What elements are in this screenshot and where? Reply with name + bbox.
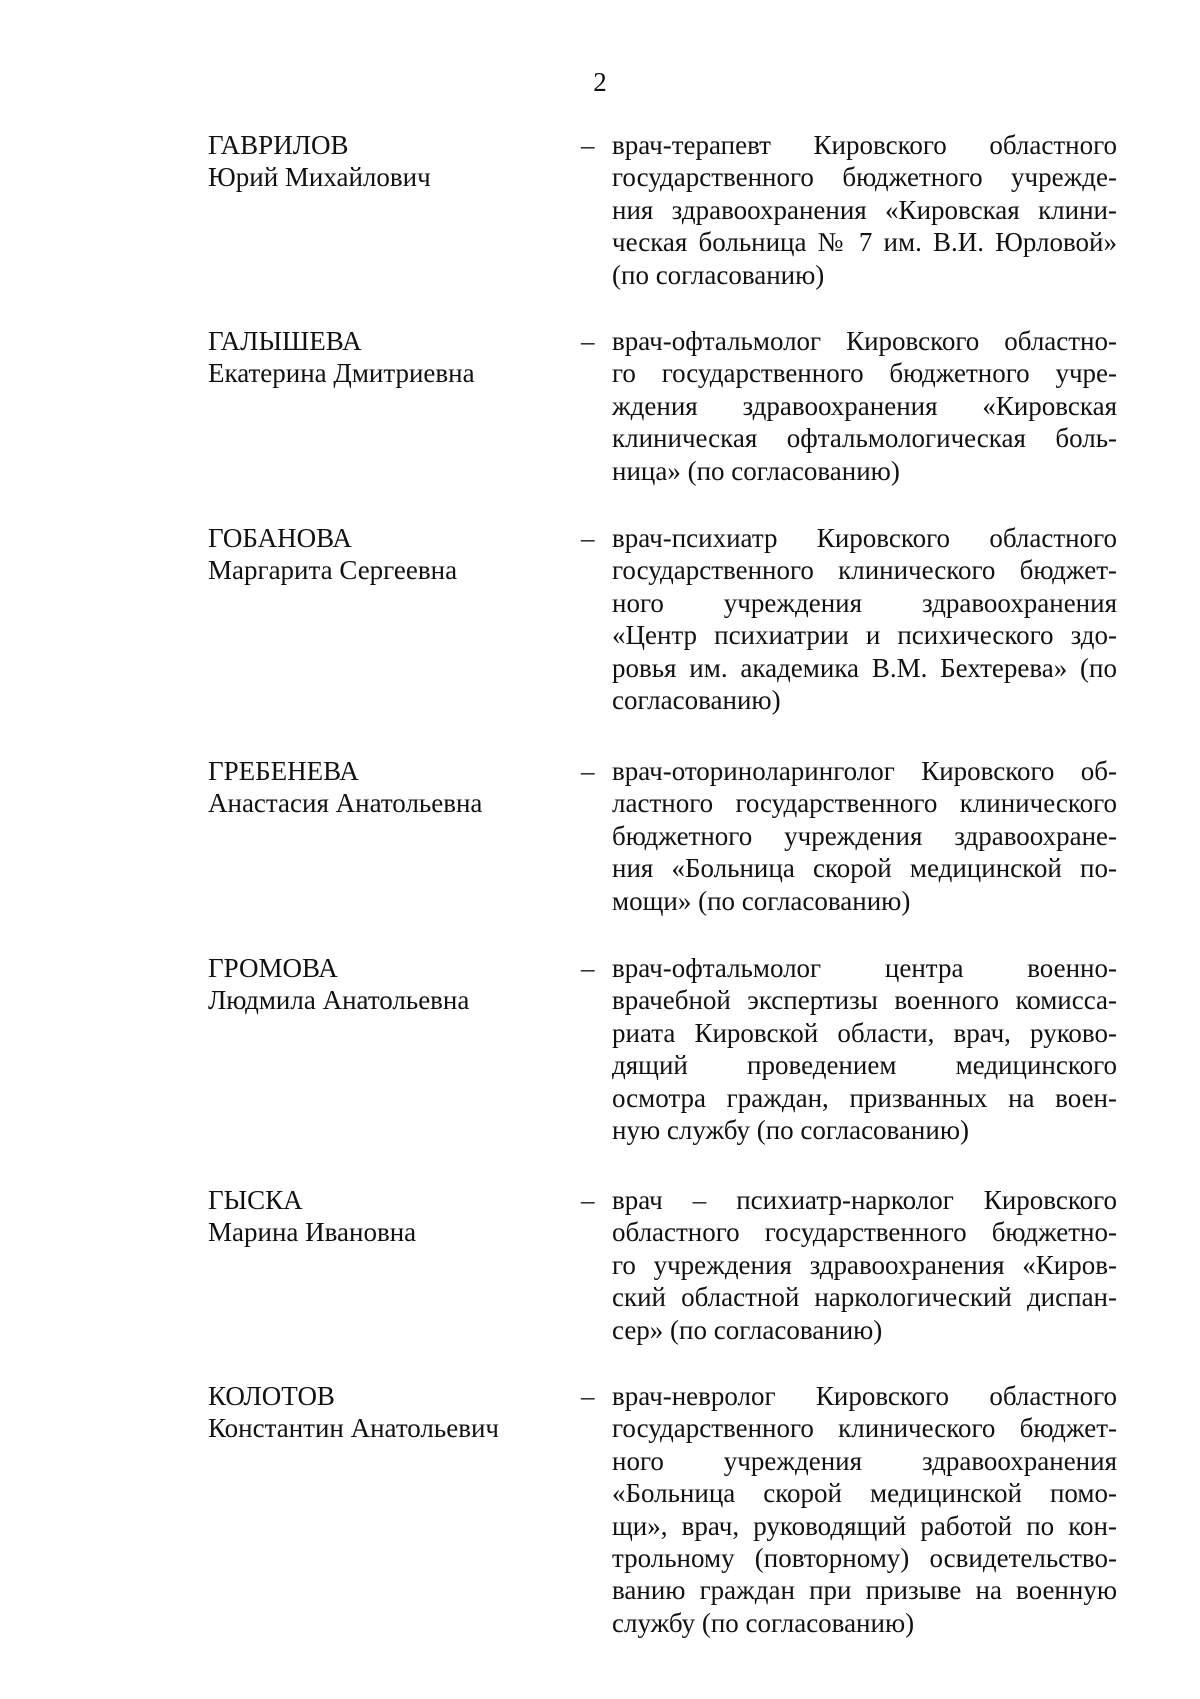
role-line: трольному (повторному) освидетельство- — [612, 1543, 1117, 1574]
person-name — [208, 522, 568, 586]
role-line: врачебной экспертизы военного комисса- — [612, 985, 1117, 1016]
entry-dash: – — [581, 1185, 595, 1215]
role-line: (по согласованию) — [612, 259, 825, 290]
person-surname: ГРЕБЕНЕВА — [208, 756, 359, 786]
role-line: врач-психиатр Кировского областного — [612, 523, 1117, 553]
person-given-names: Людмила Анатольевна — [208, 985, 470, 1015]
role-description — [612, 952, 1117, 1146]
entry-dash: – — [581, 1381, 595, 1411]
role-line: службу (по согласованию) — [612, 1607, 915, 1638]
role-line: врач-офтальмолог Кировского областно- — [612, 326, 1117, 356]
person-name — [208, 755, 568, 819]
role-line: ский областной наркологический диспан- — [612, 1282, 1117, 1313]
role-line: мощи» (по согласованию) — [612, 885, 911, 916]
role-line: риата Кировской области, врач, руково- — [612, 1017, 1117, 1048]
person-given-names: Анастасия Анатольевна — [208, 788, 483, 818]
person-given-names: Константин Анатольевич — [208, 1413, 499, 1443]
person-name — [208, 325, 568, 389]
role-line: врач – психиатр-нарколог Кировского — [612, 1185, 1117, 1215]
role-line: врач-оториноларинголог Кировского об- — [612, 756, 1117, 786]
person-name — [208, 1184, 568, 1248]
page-number: 2 — [593, 67, 607, 97]
role-line: го учреждения здравоохранения «Киров- — [612, 1249, 1117, 1280]
role-line: государственного клинического бюджет- — [612, 555, 1117, 586]
entry-dash: – — [581, 953, 595, 983]
role-line: врач-невролог Кировского областного — [612, 1381, 1117, 1411]
person-surname: ГАЛЫШЕВА — [208, 326, 362, 356]
role-line: ного учреждения здравоохранения — [612, 1445, 1117, 1476]
role-line: согласованию) — [612, 685, 781, 716]
role-line: врач-терапевт Кировского областного — [612, 130, 1117, 160]
person-given-names: Марина Ивановна — [208, 1217, 417, 1247]
role-description — [612, 522, 1117, 716]
person-name — [208, 129, 568, 193]
role-line: ровья им. академика В.М. Бехтерева» (по — [612, 652, 1117, 683]
role-line: ного учреждения здравоохранения — [612, 587, 1117, 618]
role-line: клиническая офтальмологическая боль- — [612, 423, 1117, 454]
role-line: ния здравоохранения «Кировская клини- — [612, 194, 1117, 225]
person-surname: ГРОМОВА — [208, 953, 338, 983]
entry-dash: – — [581, 523, 595, 553]
role-line: ница» (по согласованию) — [612, 455, 900, 486]
role-description — [612, 1184, 1117, 1346]
person-given-names: Екатерина Дмитриевна — [208, 358, 475, 388]
role-description — [612, 129, 1117, 291]
role-line: бюджетного учреждения здравоохране- — [612, 820, 1117, 851]
person-surname: ГОБАНОВА — [208, 523, 352, 553]
role-line: го государственного бюджетного учре- — [612, 358, 1117, 389]
role-line: ную службу (по согласованию) — [612, 1115, 969, 1146]
person-given-names: Маргарита Сергеевна — [208, 555, 458, 585]
role-line: ждения здравоохранения «Кировская — [612, 390, 1117, 421]
person-surname: ГАВРИЛОВ — [208, 130, 349, 160]
role-line: врач-офтальмолог центра военно- — [612, 953, 1117, 983]
role-line: щи», врач, руководящий работой по кон- — [612, 1510, 1117, 1541]
person-name — [208, 1380, 568, 1444]
person-surname: КОЛОТОВ — [208, 1381, 335, 1411]
role-line: сер» (по согласованию) — [612, 1314, 883, 1345]
role-line: «Больница скорой медицинской помо- — [612, 1478, 1117, 1509]
entry-dash: – — [581, 326, 595, 356]
role-line: «Центр психиатрии и психического здо- — [612, 620, 1117, 651]
role-line: ческая больница № 7 им. В.И. Юрловой» — [612, 227, 1117, 258]
role-line: ластного государственного клинического — [612, 788, 1117, 819]
entry-dash: – — [581, 756, 595, 786]
person-surname: ГЫСКА — [208, 1185, 303, 1215]
role-line: государственного клинического бюджет- — [612, 1413, 1117, 1444]
role-line: ния «Больница скорой медицинской по- — [612, 853, 1117, 884]
role-line: дящий проведением медицинского — [612, 1050, 1117, 1081]
role-line: ванию граждан при призыве на военную — [612, 1575, 1117, 1606]
person-given-names: Юрий Михайлович — [208, 162, 431, 192]
role-line: областного государственного бюджетно- — [612, 1217, 1117, 1248]
person-name — [208, 952, 568, 1016]
role-line: осмотра граждан, призванных на воен- — [612, 1082, 1117, 1113]
role-line: государственного бюджетного учрежде- — [612, 162, 1117, 193]
entry-dash: – — [581, 130, 595, 160]
role-description — [612, 1380, 1117, 1639]
role-description — [612, 755, 1117, 917]
role-description — [612, 325, 1117, 487]
